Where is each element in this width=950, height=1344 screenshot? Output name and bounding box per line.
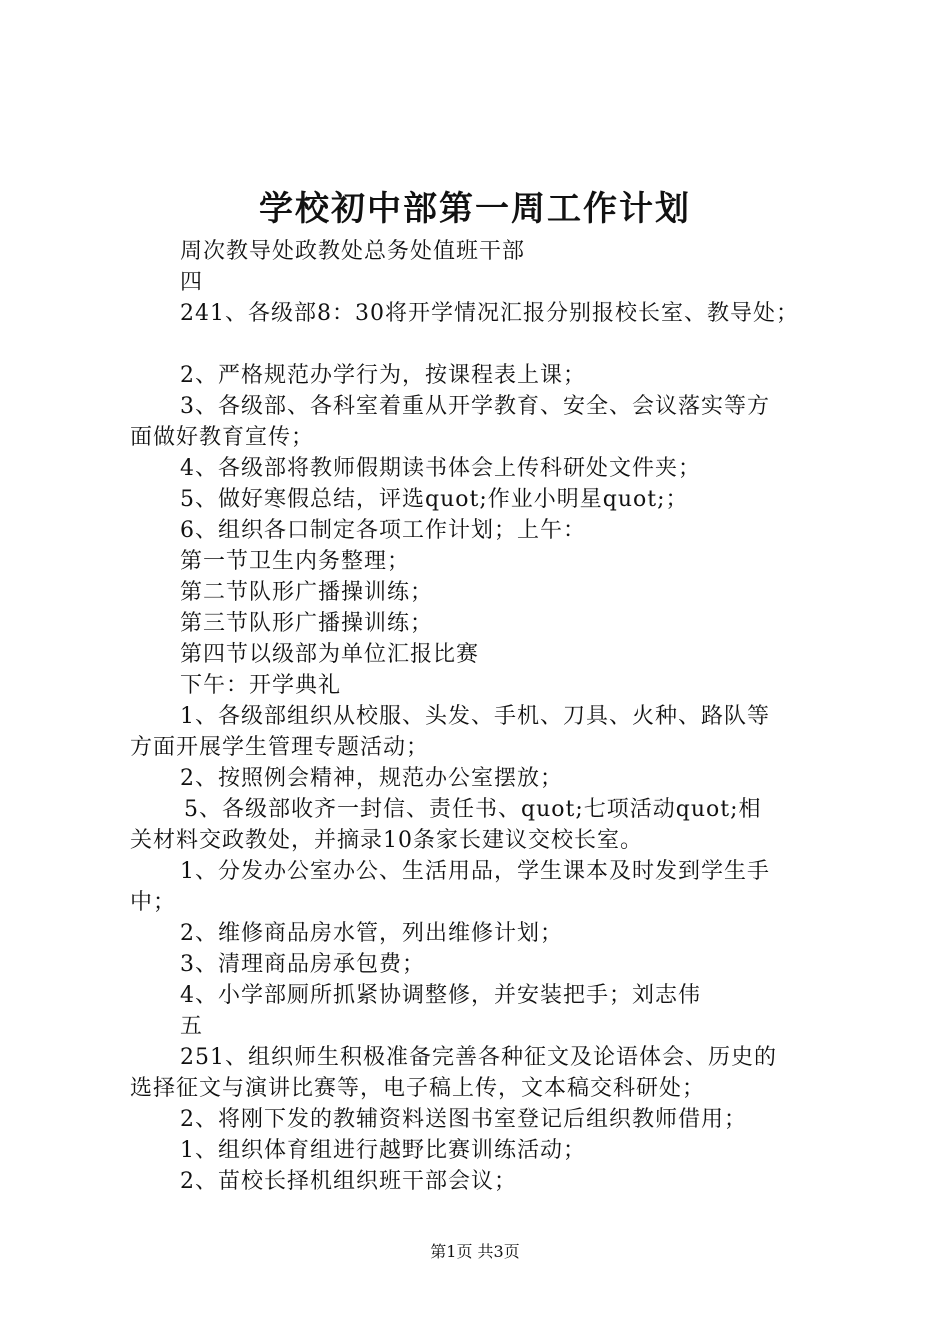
page-footer: 第1页 共3页 [430, 1242, 520, 1261]
text-line: 5、做好寒假总结，评选quot;作业小明星quot;； [180, 487, 689, 512]
text-line: 关材料交政教处，并摘录10条家长建议交校长室。 [130, 828, 643, 853]
text-line: 面做好教育宣传； [130, 425, 315, 450]
text-line: 241、各级部8：30将开学情况汇报分别报校长室、教导处； [180, 301, 799, 326]
text-line: 5、各级部收齐一封信、责任书、quot;七项活动quot;相 [184, 797, 762, 822]
text-line: 第二节队形广播操训练； [180, 580, 434, 605]
text-line: 下午：开学典礼 [180, 673, 342, 698]
text-line: 2、按照例会精神，规范办公室摆放； [180, 766, 563, 791]
text-line: 3、各级部、各科室着重从开学教育、安全、会议落实等方 [180, 394, 770, 419]
text-line: 2、苗校长择机组织班干部会议； [180, 1169, 517, 1194]
text-line: 2、严格规范办学行为，按课程表上课； [180, 363, 586, 388]
text-line: 4、小学部厕所抓紧协调整修，并安装把手；刘志伟 [180, 983, 701, 1008]
text-line: 1、分发办公室办公、生活用品，学生课本及时发到学生手 [180, 859, 770, 884]
text-line: 1、组织体育组进行越野比赛训练活动； [180, 1138, 586, 1163]
text-line: 4、各级部将教师假期读书体会上传科研处文件夹； [180, 456, 701, 481]
text-line: 6、组织各口制定各项工作计划；上午： [180, 518, 586, 543]
text-line: 方面开展学生管理专题活动； [130, 735, 430, 760]
text-line: 周次教导处政教处总务处值班干部 [180, 239, 526, 264]
text-line: 第四节以级部为单位汇报比赛 [180, 642, 480, 667]
text-line: 选择征文与演讲比赛等，电子稿上传，文本稿交科研处； [130, 1076, 706, 1101]
text-line: 2、维修商品房水管，列出维修计划； [180, 921, 563, 946]
text-line: 第三节队形广播操训练； [180, 611, 434, 636]
text-line: 2、将刚下发的教辅资料送图书室登记后组织教师借用； [180, 1107, 747, 1132]
text-line: 251、组织师生积极准备完善各种征文及论语体会、历史的 [180, 1045, 777, 1070]
text-line: 四 [180, 270, 204, 295]
document-title: 学校初中部第一周工作计划 [259, 189, 691, 229]
text-line: 五 [180, 1014, 204, 1039]
text-line: 1、各级部组织从校服、头发、手机、刀具、火种、路队等 [180, 704, 770, 729]
text-line: 中； [130, 890, 177, 915]
document-body [130, 236, 835, 1197]
text-line: 第一节卫生内务整理； [180, 549, 411, 574]
text-line: 3、清理商品房承包费； [180, 952, 425, 977]
blank-line [130, 329, 835, 360]
